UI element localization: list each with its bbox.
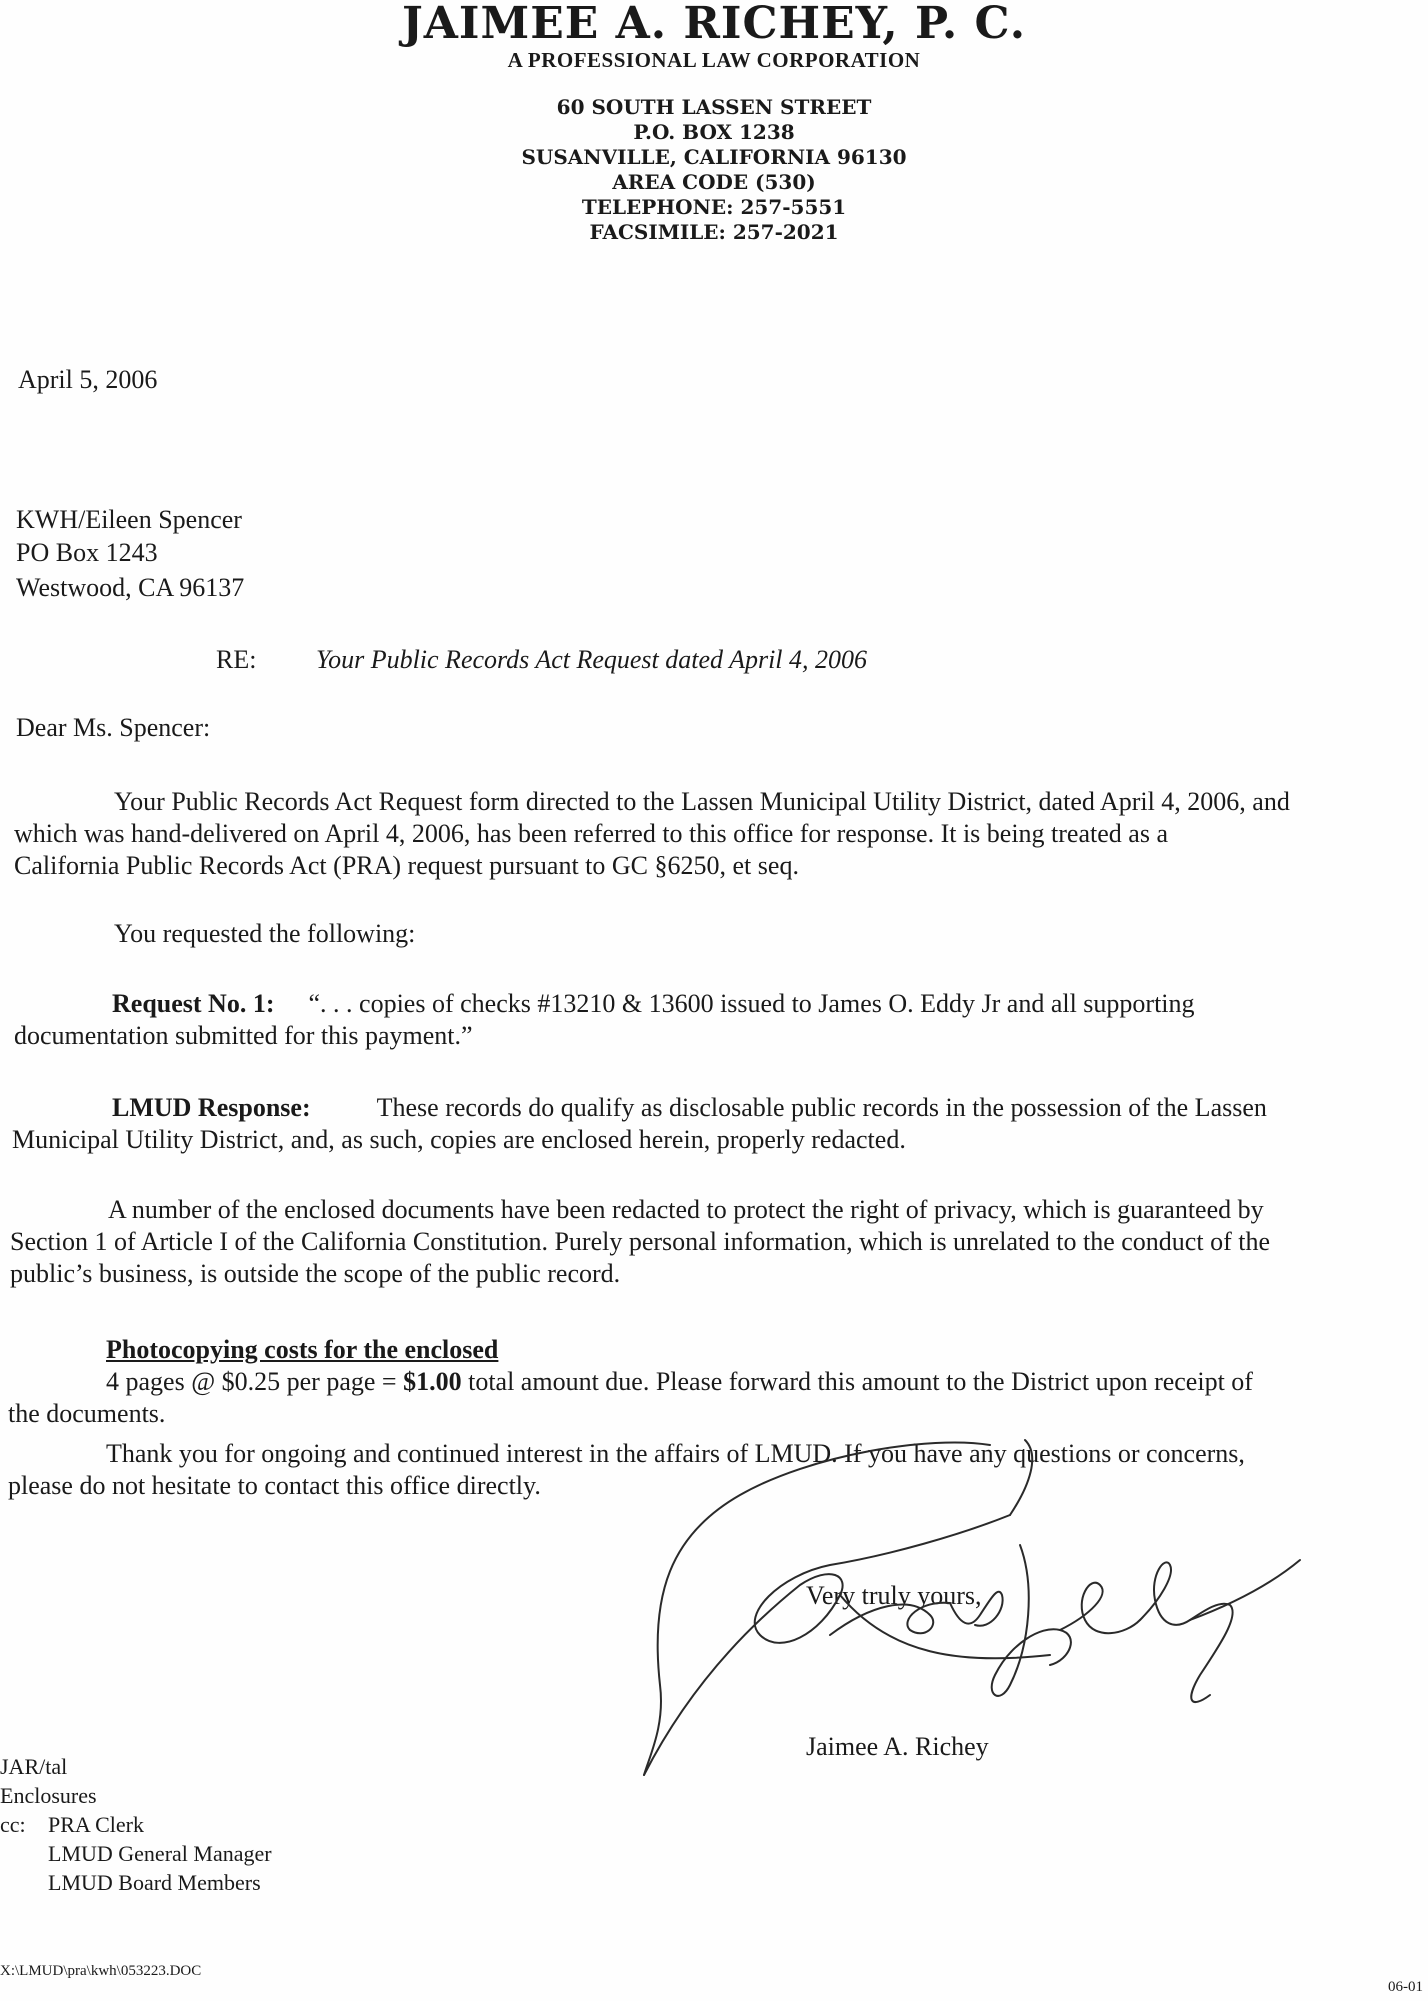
handwritten-signature-icon — [630, 1425, 1310, 1825]
recipient-name: KWH/Eileen Spencer — [16, 505, 242, 534]
cc-label: cc: — [0, 1812, 26, 1837]
author-initials: JAR/tal — [0, 1754, 68, 1779]
costs-amount: $1.00 — [403, 1367, 462, 1396]
address-city: SUSANVILLE, CALIFORNIA 96130 — [521, 145, 907, 169]
costs-line-2: the documents. — [8, 1399, 166, 1428]
privacy-line-2: Section 1 of Article I of the California Constitution. Purely personal information, which is unrelated to the conduct of the — [10, 1227, 1270, 1256]
file-path: X:\LMUD\pra\kwh\053223.DOC — [0, 1963, 202, 1979]
costs-heading: Photocopying costs for the enclosed — [106, 1335, 499, 1364]
intro-line-3: California Public Records Act (PRA) request pursuant to GC §6250, et seq. — [14, 851, 799, 880]
request-line-2: documentation submitted for this payment.” — [14, 1021, 473, 1050]
address-po-box: P.O. BOX 1238 — [633, 120, 795, 144]
response-paragraph — [12, 1092, 1426, 1156]
salutation: Dear Ms. Spencer: — [16, 713, 211, 742]
requested-text: You requested the following: — [114, 919, 416, 948]
address-area-code: AREA CODE (530) — [612, 170, 816, 194]
document-code: 06-01 — [1388, 1979, 1423, 1995]
cc-recipient-3: LMUD Board Members — [48, 1870, 261, 1895]
recipient-po-box: PO Box 1243 — [16, 538, 158, 567]
privacy-line-3: public’s business, is outside the scope of the public record. — [10, 1259, 621, 1288]
thanks-line-2: please do not hesitate to contact this office directly. — [8, 1471, 541, 1500]
intro-line-2: which was hand-delivered on April 4, 2006, has been referred to this office for response. It is being treated as a — [14, 819, 1168, 848]
address-street: 60 SOUTH LASSEN STREET — [556, 95, 872, 119]
signer-name: Jaimee A. Richey — [806, 1732, 989, 1761]
re-subject: Your Public Records Act Request dated April 4, 2006 — [316, 645, 868, 674]
request-label: Request No. 1: — [112, 989, 275, 1018]
requested-line — [14, 918, 1428, 950]
valediction: Very truly yours, — [806, 1581, 982, 1610]
privacy-paragraph — [10, 1194, 1424, 1290]
re-label: RE: — [216, 645, 257, 674]
firm-subtitle: A PROFESSIONAL LAW CORPORATION — [507, 48, 921, 72]
firm-address — [0, 95, 1428, 240]
response-label: LMUD Response: — [112, 1093, 311, 1122]
cc-recipient-2: LMUD General Manager — [48, 1841, 272, 1866]
intro-line-1: Your Public Records Act Request form directed to the Lassen Municipal Utility District, dated April 4, 2006, and — [114, 787, 1290, 816]
costs-instruction: total amount due. Please forward this amount to the District upon receipt of — [461, 1367, 1253, 1396]
letter-date: April 5, 2006 — [18, 365, 158, 394]
response-text: These records do qualify as disclosable public records in the possession of the Lassen — [376, 1093, 1267, 1122]
request-paragraph — [14, 988, 1428, 1052]
recipient-city: Westwood, CA 96137 — [16, 573, 245, 602]
address-facsimile: FACSIMILE: 257-2021 — [589, 220, 839, 240]
costs-line-1 — [8, 1366, 1422, 1398]
firm-name: JAIMEE A. RICHEY, P. C. — [401, 0, 1027, 49]
response-line-1 — [12, 1092, 1426, 1124]
request-text: “. . . copies of checks #13210 & 13600 issued to James O. Eddy Jr and all supporting — [308, 989, 1195, 1018]
enclosures-note: Enclosures — [0, 1783, 97, 1808]
thanks-line-1: Thank you for ongoing and continued interest in the affairs of LMUD. If you have any questions or concerns, — [106, 1439, 1245, 1468]
cc-recipient-1: PRA Clerk — [48, 1812, 144, 1837]
response-line-2: Municipal Utility District, and, as such, copies are enclosed herein, properly redacted. — [12, 1125, 906, 1154]
letterhead — [0, 0, 1428, 240]
address-telephone: TELEPHONE: 257-5551 — [581, 195, 847, 219]
privacy-line-1: A number of the enclosed documents have been redacted to protect the right of privacy, which is guaranteed by — [108, 1195, 1264, 1224]
costs-rate: 4 pages @ $0.25 per page = — [106, 1367, 404, 1396]
costs-paragraph — [8, 1334, 1422, 1430]
request-line-1 — [14, 988, 1428, 1020]
intro-paragraph — [14, 786, 1428, 882]
